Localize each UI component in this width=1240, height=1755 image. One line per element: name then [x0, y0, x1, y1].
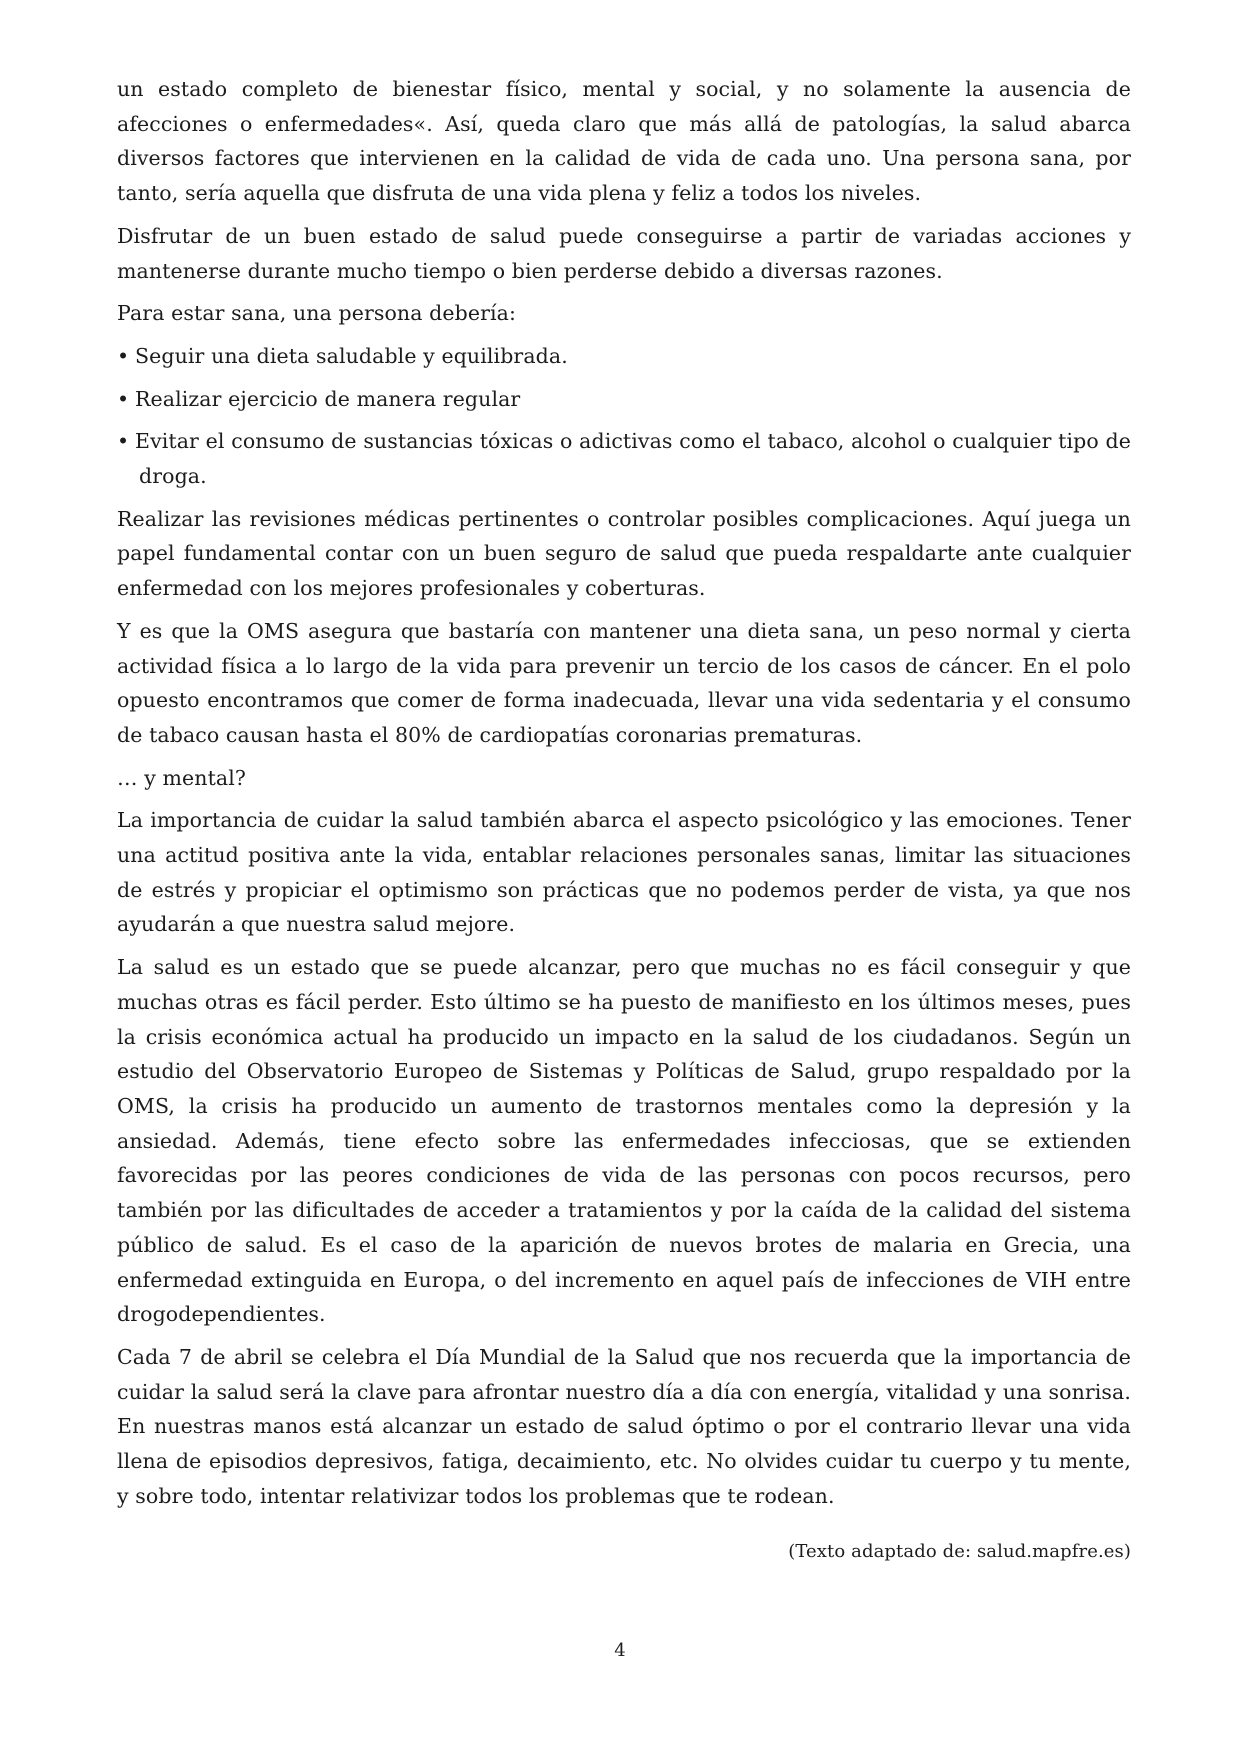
- paragraph-health-definition: un estado completo de bienestar físico, mental y social, y no solamente la ausencia de afecciones o enfermedades«. Así, queda claro que más allá de patologías, la salud abarca diversos factores que intervienen en la calidad de vida de cada uno. Una persona sana, por tanto, sería aquella que disfruta de una vida plena y feliz a todos los niveles.: [117, 77, 1131, 206]
- list-item-text: Seguir una dieta saludable y equilibrada.: [135, 343, 568, 368]
- list-item: [117, 339, 1131, 374]
- paragraph-economic-crisis: La salud es un estado que se puede alcanzar, pero que muchas no es fácil conseguir y que muchas otras es fácil perder. Esto último se ha puesto de manifiesto en los últimos meses, pues la crisis económica actual ha producido un impacto en la salud de los ciudadanos. Según un estudio del Observatorio Europeo de Sistemas y Políticas de Salud, grupo respaldado por la OMS, la crisis ha producido un aumento de trastornos mentales como la depresión y la ansiedad. Además, tiene efecto sobre las enfermedades infecciosas, que se extienden favorecidas por las peores condiciones de vida de las personas con pocos recursos, pero también por las dificultades de acceder a tratamientos y por la caída de la calidad del sistema público de salud. Es el caso de la aparición de nuevos brotes de malaria en Grecia, una enfermedad extinguida en Europa, o del incremento en aquel país de infecciones de VIH entre drogodependientes.: [117, 955, 1131, 1327]
- paragraph-mental-heading: … y mental?: [117, 765, 246, 790]
- list-item-text: Realizar ejercicio de manera regular: [135, 386, 521, 411]
- paragraph-psychological: La importancia de cuidar la salud también abarca el aspecto psicológico y las emociones. Tener una actitud positiva ante la vida, entablar relaciones personales sanas, limitar las situaciones de estrés y propiciar el optimismo son prácticas que no podemos perder de vista, ya que nos ayudarán a que nuestra salud mejore.: [117, 808, 1131, 937]
- bullet-icon: •: [117, 429, 130, 454]
- paragraph-oms-prevention: Y es que la OMS asegura que bastaría con mantener una dieta sana, un peso normal y cierta actividad física a lo largo de la vida para prevenir un tercio de los casos de cáncer. En el polo opuesto encontramos que comer de forma inadecuada, llevar una vida sedentaria y el consumo de tabaco causan hasta el 80% de cardiopatías coronarias prematuras.: [117, 618, 1131, 747]
- bullet-icon: •: [117, 386, 130, 411]
- document-page: [117, 72, 1131, 1588]
- list-item-text: Evitar el consumo de sustancias tóxicas o adictivas como el tabaco, alcohol o cualquier tipo de droga.: [135, 429, 1131, 489]
- paragraph-good-health: Disfrutar de un buen estado de salud puede conseguirse a partir de variadas acciones y mantenerse durante mucho tiempo o bien perderse debido a diversas razones.: [117, 223, 1131, 283]
- list-item: [117, 382, 1131, 417]
- page-number: 4: [614, 1640, 626, 1661]
- bullet-icon: •: [117, 343, 130, 368]
- paragraph-world-health-day: Cada 7 de abril se celebra el Día Mundial de la Salud que nos recuerda que la importancia de cuidar la salud será la clave para afrontar nuestro día a día con energía, vitalidad y una sonrisa. En nuestras manos está alcanzar un estado de salud óptimo o por el contrario llevar una vida llena de episodios depresivos, fatiga, decaimiento, etc. No olvides cuidar tu cuerpo y tu mente, y sobre todo, intentar relativizar todos los problemas que te rodean.: [117, 1344, 1131, 1508]
- paragraph-list-intro: Para estar sana, una persona debería:: [117, 301, 516, 326]
- paragraph-medical-checkups: Realizar las revisiones médicas pertinentes o controlar posibles complicaciones. Aquí juega un papel fundamental contar con un buen seguro de salud que pueda respaldarte ante cualquier enfermedad con los mejores profesionales y coberturas.: [117, 506, 1131, 601]
- list-item: [117, 424, 1131, 493]
- source-note: (Texto adaptado de: salud.mapfre.es): [788, 1541, 1131, 1563]
